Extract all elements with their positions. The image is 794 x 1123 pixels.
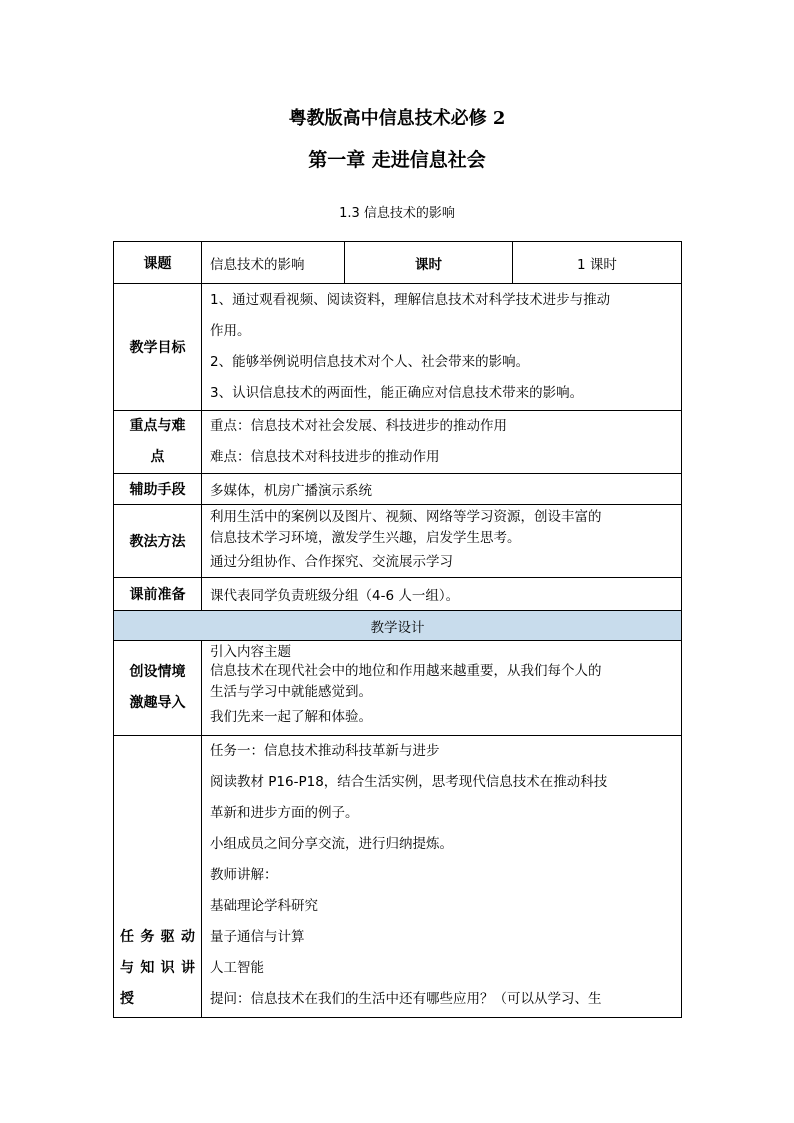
prep-label: 课前准备 <box>114 578 202 611</box>
keypoints-label-line: 点 <box>150 449 165 465</box>
intro-line: 我们先来一起了解和体验。 <box>210 709 372 725</box>
keypoints-label-line: 重点与难 <box>129 418 186 434</box>
topic-label: 课题 <box>114 242 202 284</box>
task-cell <box>202 736 682 1018</box>
intro-row <box>114 641 682 736</box>
method-line: 通过分组协作、合作探究、交流展示学习 <box>210 554 453 570</box>
prep-row <box>114 578 682 611</box>
goal-line: 2、能够举例说明信息技术对个人、社会带来的影响。 <box>210 354 530 370</box>
task-line: 阅读教材 P16-P18，结合生活实例，思考现代信息技术在推动科技 <box>210 774 608 790</box>
keypoints-row <box>114 411 682 474</box>
task-line: 量子通信与计算 <box>210 929 305 945</box>
task-line: 基础理论学科研究 <box>210 898 318 914</box>
methods-label: 教法方法 <box>114 505 202 578</box>
prep-value: 课代表同学负责班级分组（4-6 人一组）。 <box>202 578 682 611</box>
method-line: 信息技术学习环境，激发学生兴趣，启发学生思考。 <box>210 530 521 546</box>
task-line: 提问：信息技术在我们的生活中还有哪些应用？（可以从学习、生 <box>210 991 602 1007</box>
task-label-line: 授 <box>120 991 134 1007</box>
task-line: 小组成员之间分享交流，进行归纳提炼。 <box>210 836 453 852</box>
goals-row <box>114 284 682 411</box>
task-label-line: 与知识讲 <box>120 960 195 976</box>
keypoints-label <box>114 411 202 474</box>
document-title: 粤教版高中信息技术必修 2 <box>288 108 506 129</box>
task-line: 任务一：信息技术推动科技革新与进步 <box>210 743 440 759</box>
design-header: 教学设计 <box>114 611 682 641</box>
goals-label: 教学目标 <box>114 284 202 411</box>
task-line: 革新和进步方面的例子。 <box>210 805 359 821</box>
intro-label-line: 创设情境 <box>129 664 186 680</box>
hours-label: 课时 <box>345 242 513 284</box>
design-header-row <box>114 611 682 641</box>
task-row <box>114 736 682 1018</box>
keypoint-line: 难点：信息技术对科技进步的推动作用 <box>210 449 440 465</box>
topic-row <box>114 242 682 284</box>
topic-value: 信息技术的影响 <box>202 242 345 284</box>
goal-line: 3、认识信息技术的两面性，能正确应对信息技术带来的影响。 <box>210 385 584 401</box>
intro-line: 生活与学习中就能感觉到。 <box>210 684 372 700</box>
intro-label-line: 激趣导入 <box>129 695 186 711</box>
aids-label: 辅助手段 <box>114 474 202 505</box>
methods-row <box>114 505 682 578</box>
goal-line: 作用。 <box>210 323 251 339</box>
methods-cell <box>202 505 682 578</box>
goals-cell <box>202 284 682 411</box>
lesson-plan-table <box>113 241 682 1018</box>
task-label-line: 任务驱动 <box>120 929 195 945</box>
intro-line: 引入内容主题 <box>210 644 291 660</box>
goal-line: 1、通过观看视频、阅读资料，理解信息技术对科学技术进步与推动 <box>210 292 611 308</box>
keypoints-cell <box>202 411 682 474</box>
method-line: 利用生活中的案例以及图片、视频、网络等学习资源，创设丰富的 <box>210 509 602 525</box>
chapter-title: 第一章 走进信息社会 <box>308 149 486 171</box>
task-line: 人工智能 <box>210 960 264 976</box>
lesson-subtitle: 1.3 信息技术的影响 <box>339 206 455 221</box>
aids-value: 多媒体，机房广播演示系统 <box>202 474 682 505</box>
intro-line: 信息技术在现代社会中的地位和作用越来越重要，从我们每个人的 <box>210 663 602 679</box>
keypoint-line: 重点：信息技术对社会发展、科技进步的推动作用 <box>210 418 507 434</box>
task-line: 教师讲解： <box>210 867 278 883</box>
intro-label <box>114 641 202 736</box>
task-label <box>114 736 202 1018</box>
hours-value: 1 课时 <box>513 242 682 284</box>
aids-row <box>114 474 682 505</box>
intro-cell <box>202 641 682 736</box>
